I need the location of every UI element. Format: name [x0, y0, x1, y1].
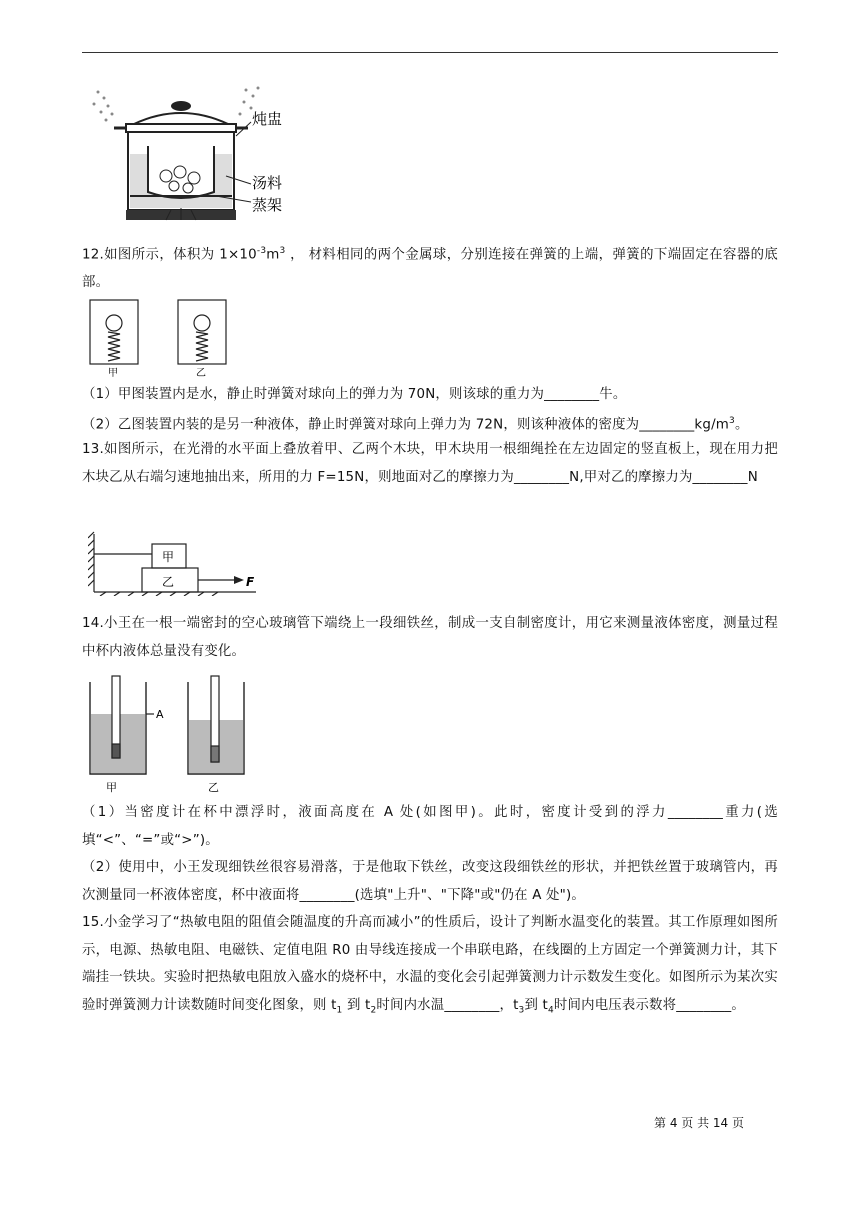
label-rack: 蒸架 — [252, 196, 283, 214]
q14-figure — [88, 674, 258, 796]
q14-label-a: A — [156, 708, 164, 721]
q14-label-jia: 甲 — [106, 781, 117, 794]
q15-stem: 15.小金学习了“热敏电阻的阻值会随温度的升高而减小”的性质后，设计了判断水温变化的装置。其工作原理如图所示，电源、热敏电阻、电磁铁、定值电阻 R0 由导线连接成一个串联电路，在线圈的上方固定一个弹簧测力计，其下端挂一铁块。实验时把热敏电阻放入盛水的烧杯中，水温的变化会引起弹簧测力计示数发生变化。如图所示为某次实验时弹簧测力计读数随时间变化图象，则 $t_1$ 到 $t_2$时间内水温________，$t_3$到 $t_4$时间内电压表示数将________。 — [82, 915, 778, 1016]
q13-label-jia: 甲 — [162, 550, 175, 564]
q14-part2: （2）使用中，小王发现细铁丝很容易滑落，于是他取下铁丝，改变这段细铁丝的形状，并把铁丝置于玻璃管内，再次测量同一杯液体密度，杯中液面将________(选填"上升"、"下降"或"仍在 A 处")。 — [82, 860, 778, 903]
label-pot: 炖盅 — [252, 110, 283, 128]
q12-label-jia: 甲 — [108, 368, 118, 378]
q12-figure — [88, 298, 238, 378]
q13-figure — [88, 530, 263, 596]
q14-stem: 14.小王在一根一端密封的空心玻璃管下端绕上一段细铁丝，制成一支自制密度计，用它来测量液体密度，测量过程中杯内液体总量没有变化。 — [82, 616, 778, 659]
q12-part1: （1）甲图装置内是水，静止时弹簧对球向上的弹力为 70N，则该球的重力为________牛。 — [82, 387, 627, 402]
q13-stem: 13.如图所示，在光滑的水平面上叠放着甲、乙两个木块，甲木块用一根细绳拴在左边固定的竖直板上，现在用力把木块乙从右端匀速地抽出来，所用的力 F=15N，则地面对乙的摩擦力为________N,甲对乙的摩擦力为________N — [82, 442, 778, 485]
q12-part2: （2）乙图装置内装的是另一种液体，静止时弹簧对球向上弹力为 72N，则该种液体的密度为$\_\_\_\_\_\_\_\_kg/m^3$。 — [82, 416, 749, 433]
header-rule — [82, 52, 778, 53]
q14-label-yi: 乙 — [208, 781, 219, 794]
label-soup: 汤料 — [252, 174, 283, 192]
page-number: 第 4 页 共 14 页 — [654, 1116, 744, 1130]
q14-part1: （1）当密度计在杯中漂浮时，液面高度在 A 处(如图甲)。此时，密度计受到的浮力________重力(选填“<”、“=”或“>”)。 — [82, 805, 778, 848]
q13-label-yi: 乙 — [162, 575, 175, 589]
q12-stem: 12.如图所示，体积为 $1\times 10^{-3}m^3$ ， 材料相同的两个金属球，分别连接在弹簧的上端，弹簧的下端固定在容器的底部。 — [82, 246, 778, 290]
stew-pot-figure — [86, 84, 286, 236]
q12-label-yi: 乙 — [196, 368, 206, 378]
q13-label-f: F — [246, 575, 255, 589]
